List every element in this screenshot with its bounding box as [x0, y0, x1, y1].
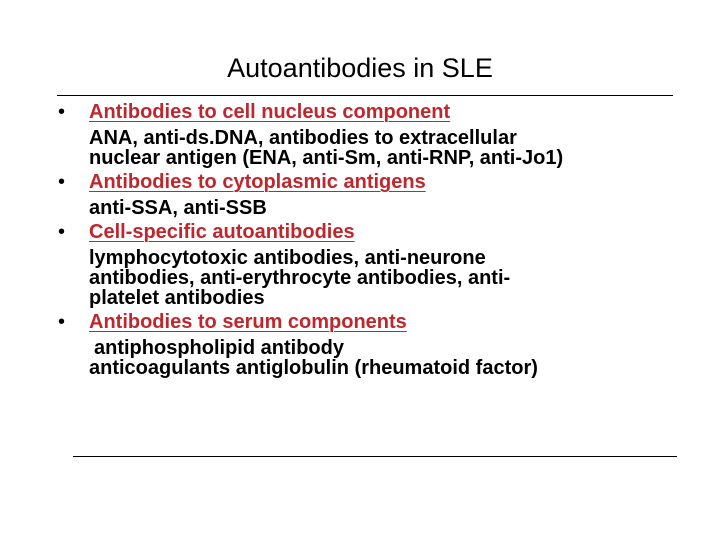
item-detail-line: antibodies, anti-erythrocyte antibodies, anti-: [89, 267, 511, 289]
bullet-icon: •: [58, 101, 66, 123]
bottom-divider: [73, 456, 677, 457]
item-heading: Antibodies to serum components: [89, 311, 407, 333]
item-detail-line: nuclear antigen (ENA, anti-Sm, anti-RNP, anti-Jo1): [89, 147, 564, 169]
bullet-icon: •: [58, 221, 66, 243]
list-item-cell-specific: [58, 219, 698, 308]
list-item-cytoplasmic: [58, 169, 698, 218]
bullet-icon: •: [58, 171, 66, 193]
item-heading: Antibodies to cytoplasmic antigens: [89, 171, 426, 193]
item-detail-line: lymphocytotoxic antibodies, anti-neurone: [89, 247, 486, 269]
title-divider: [57, 95, 673, 96]
item-detail-line: anticoagulants antiglobulin (rheumatoid factor): [89, 357, 538, 379]
slide-title-text: Autoantibodies in SLE: [227, 53, 493, 83]
item-detail-line: anti-SSA, anti-SSB: [89, 197, 267, 219]
item-detail-line: platelet antibodies: [89, 287, 265, 309]
list-item-serum: [58, 309, 698, 378]
slide-title: [0, 50, 720, 86]
item-heading: Antibodies to cell nucleus component: [89, 101, 451, 123]
item-detail-line: antiphospholipid antibody: [94, 337, 344, 359]
item-detail-line: ANA, anti-ds.DNA, antibodies to extracellular: [89, 127, 517, 149]
autoantibody-list: [58, 99, 698, 378]
item-heading: Cell-specific autoantibodies: [89, 221, 355, 243]
bullet-icon: •: [58, 311, 66, 333]
list-item-nucleus: [58, 99, 698, 168]
